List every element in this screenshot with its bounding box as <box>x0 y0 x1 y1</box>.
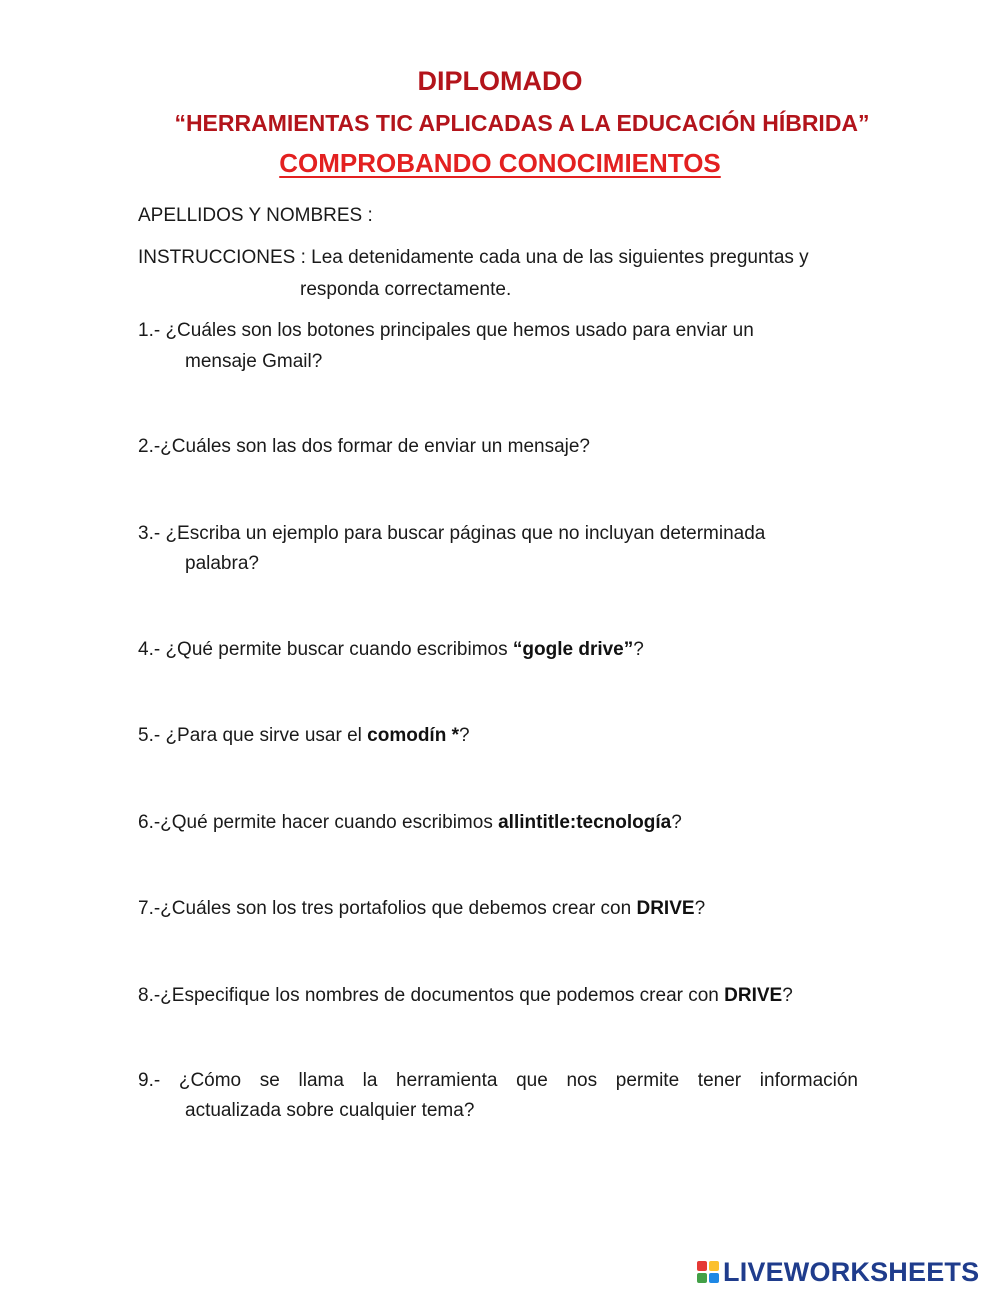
question-1-continued: mensaje Gmail? <box>185 351 323 372</box>
question-7-keyword: DRIVE <box>636 898 695 919</box>
question-4-end: ? <box>633 639 644 660</box>
question-8-end: ? <box>782 985 793 1006</box>
instructions-line <box>138 243 809 273</box>
question-9-continued: actualizada sobre cualquier tema? <box>185 1100 475 1121</box>
instructions-text: Lea detenidamente cada una de las siguientes preguntas y <box>311 247 809 268</box>
question-1: 1.- ¿Cuáles son los botones principales que hemos usado para enviar un <box>138 320 754 341</box>
question-9: 9.- ¿Cómo se llama la herramienta que nos permite tener información <box>138 1070 858 1091</box>
document-title: DIPLOMADO <box>417 66 583 96</box>
question-5 <box>138 721 470 751</box>
question-5-text: 5.- ¿Para que sirve usar el <box>138 725 368 746</box>
question-5-keyword: comodín * <box>367 725 459 746</box>
question-6-keyword: allintitle:tecnología <box>498 812 672 833</box>
logo-cubes-icon <box>697 1261 719 1283</box>
question-5-end: ? <box>459 725 470 746</box>
section-heading: COMPROBANDO CONOCIMIENTOS <box>279 148 721 178</box>
instructions-label: INSTRUCCIONES : <box>138 247 306 268</box>
question-4 <box>138 635 644 665</box>
question-6-text: 6.-¿Qué permite hacer cuando escribimos <box>138 812 499 833</box>
question-2: 2.-¿Cuáles son las dos formar de enviar un mensaje? <box>138 436 591 457</box>
instructions-text-continued: responda correctamente. <box>300 279 512 300</box>
question-3-continued: palabra? <box>185 553 259 574</box>
question-7-text: 7.-¿Cuáles son los tres portafolios que debemos crear con <box>138 898 637 919</box>
logo-text: LIVEWORKSHEETS <box>723 1256 980 1287</box>
question-8 <box>138 981 793 1011</box>
liveworksheets-logo <box>697 1252 979 1292</box>
question-4-text: 4.- ¿Qué permite buscar cuando escribimos <box>138 639 513 660</box>
question-8-keyword: DRIVE <box>724 985 783 1006</box>
names-label: APELLIDOS Y NOMBRES : <box>138 205 373 226</box>
question-6-end: ? <box>671 812 682 833</box>
question-3: 3.- ¿Escriba un ejemplo para buscar páginas que no incluyan determinada <box>138 523 766 544</box>
question-4-keyword: “gogle drive” <box>512 639 634 660</box>
question-7 <box>138 894 705 924</box>
question-6 <box>138 808 682 838</box>
question-8-text: 8.-¿Especifique los nombres de documentos que podemos crear con <box>138 985 725 1006</box>
question-7-end: ? <box>694 898 706 919</box>
document-subtitle: “HERRAMIENTAS TIC APLICADAS A LA EDUCACIÓN HÍBRIDA” <box>174 110 870 136</box>
